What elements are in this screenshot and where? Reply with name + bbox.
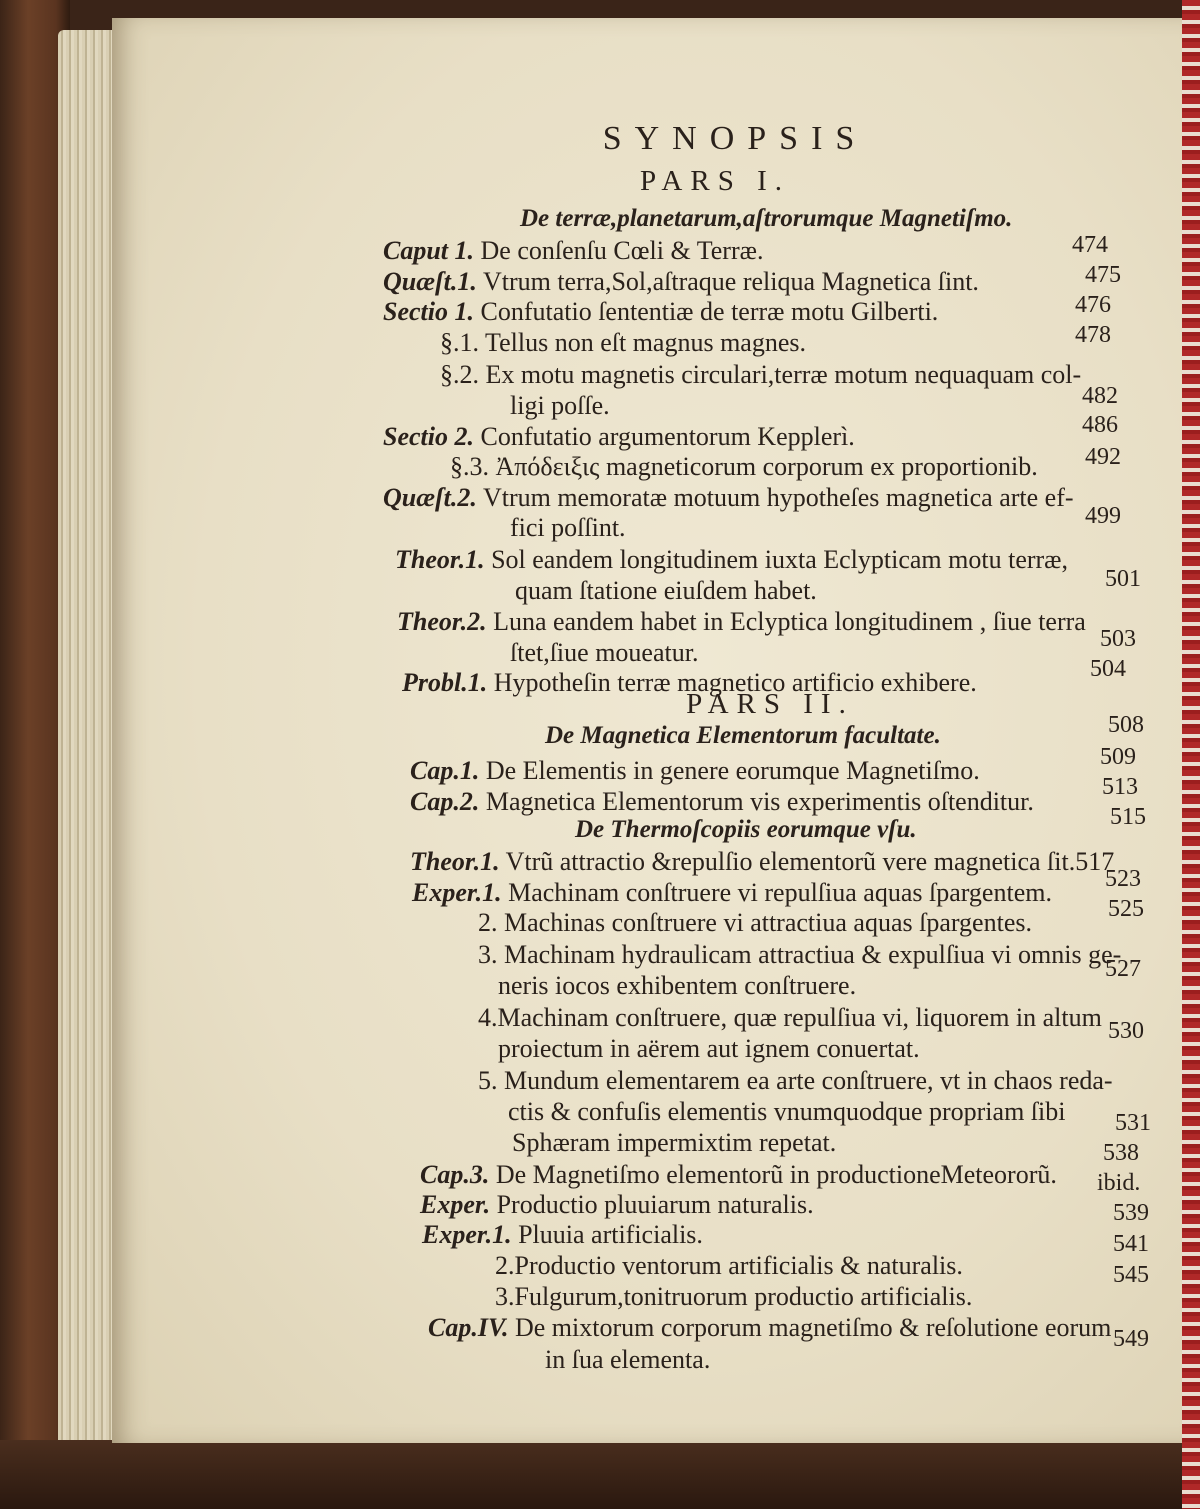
book-cover-bottom (0, 1440, 1200, 1509)
page-number: 515 (1110, 804, 1146, 830)
entry-label: Theor.1. (395, 545, 485, 574)
page-edges (58, 30, 120, 1450)
page-number: 474 (1072, 232, 1108, 258)
toc-entry (383, 267, 979, 297)
toc-entry (510, 513, 626, 543)
entry-label: Exper.1. (412, 878, 502, 907)
toc-entry (383, 236, 763, 266)
toc-entry (410, 847, 1114, 877)
entry-label: Caput 1. (383, 236, 475, 265)
entry-text: Sol eandem longitudinem iuxta Eclypticam motu terræ, (491, 545, 1069, 574)
page-number: 499 (1085, 503, 1121, 529)
page-number: 508 (1108, 712, 1144, 738)
page-number: 503 (1100, 626, 1136, 652)
page-number: 523 (1105, 866, 1141, 892)
toc-entry (478, 1066, 1113, 1096)
entry-label: Quæſt.2. (383, 483, 477, 512)
toc-entry (395, 545, 1068, 575)
toc-entry (397, 607, 1086, 637)
page-number: 513 (1102, 774, 1138, 800)
entry-text: Luna eandem habet in Eclyptica longitudinem , ſiue terra (493, 607, 1086, 636)
toc-entry (478, 908, 1032, 938)
toc-entry (422, 1220, 703, 1250)
toc-entry (440, 360, 1081, 390)
entry-text: De mixtorum corporum magnetiſmo & reſolutione eorum (514, 1313, 1112, 1342)
page-number: 525 (1108, 896, 1144, 922)
toc-entry (498, 1034, 920, 1064)
entry-text: Hypotheſin terræ magnetico artificio exhibere. (493, 668, 977, 697)
toc-entry (383, 422, 855, 452)
toc-entry (515, 576, 817, 606)
entry-label: Theor.1. (410, 847, 500, 876)
entry-text: Pluuia artificialis. (518, 1220, 703, 1249)
entry-text: Magnetica Elementorum vis experimentis oſtenditur. (485, 787, 1034, 816)
page-number: 530 (1108, 1018, 1144, 1044)
entry-text: proiectum in aërem aut ignem conuertat. (498, 1034, 920, 1063)
part-subtitle-2: De Magnetica Elementorum facultate. (545, 722, 941, 749)
page-number: 492 (1085, 444, 1121, 470)
entry-text: 3.Fulgurum,tonitruorum productio artificialis. (495, 1282, 973, 1311)
toc-entry (420, 1160, 1057, 1190)
entry-label: Quæſt.1. (383, 267, 477, 296)
page-title: SYNOPSIS (602, 120, 868, 157)
entry-text: §.2. Ex motu magnetis circulari,terræ motum nequaquam col- (440, 360, 1082, 389)
toc-entry (478, 1003, 1102, 1033)
entry-text: neris iocos exhibentem conſtruere. (498, 971, 857, 1000)
toc-entry (383, 483, 1074, 513)
entry-text: Confutatio argumentorum Kepplerì. (480, 422, 855, 451)
toc-entry (510, 391, 610, 421)
toc-entry (410, 787, 1034, 817)
entry-text: Productio pluuiarum naturalis. (496, 1190, 814, 1219)
page-number: 509 (1100, 744, 1136, 770)
entry-text: De conſenſu Cœli & Terræ. (480, 236, 764, 265)
entry-label: Cap.2. (410, 787, 480, 816)
entry-text: Machinam conſtruere vi repulſiua aquas ſpargentem. (508, 878, 1052, 907)
toc-entry (545, 1345, 710, 1375)
entry-text: 2.Productio ventorum artificialis & naturalis. (495, 1251, 963, 1280)
entry-text: 4.Machinam conſtruere, quæ repulſiua vi, liquorem in altum (478, 1003, 1102, 1032)
entry-text: De Elementis in genere eorumque Magnetiſmo. (485, 756, 980, 785)
entry-text: ligi poſſe. (510, 391, 610, 420)
entry-text: Confutatio ſententiæ de terræ motu Gilberti. (480, 297, 939, 326)
toc-entry (498, 971, 856, 1001)
page-number: 501 (1105, 566, 1141, 592)
entry-text: Vtrum memoratæ motuum hypotheſes magnetica arte ef- (482, 483, 1074, 512)
page-number: 545 (1113, 1262, 1149, 1288)
entry-label: Probl.1. (402, 668, 488, 697)
entry-text: Vtrũ attractio &repulſio elementorũ vere magnetica ſit.517 (505, 847, 1115, 876)
entry-text: 3. Machinam hydraulicam attractiua & expulſiua vi omnis ge- (478, 940, 1122, 969)
entry-text: §.1. Tellus non eſt magnus magnes. (440, 328, 806, 357)
part-subtitle-1: De terræ,planetarum,aſtrorumque Magnetiſmo. (520, 205, 1013, 232)
entry-label: Sectio 1. (383, 297, 474, 326)
page-number: 538 (1103, 1140, 1139, 1166)
entry-label: Cap.3. (420, 1160, 490, 1189)
entry-text: 5. Mundum elementarem ea arte conſtruere, vt in chaos reda- (478, 1066, 1113, 1095)
page-number: 504 (1090, 656, 1126, 682)
entry-text: in ſua elementa. (545, 1345, 711, 1374)
toc-entry (383, 297, 938, 327)
toc-entry (495, 1251, 963, 1281)
toc-entry (428, 1313, 1111, 1343)
entry-label: Exper.1. (422, 1220, 512, 1249)
section-subheading: De Thermoſcopiis eorumque vſu. (575, 816, 917, 843)
entry-text: fici poſſint. (510, 513, 626, 542)
toc-entry (512, 1128, 836, 1158)
entry-text: 2. Machinas conſtruere vi attractiua aquas ſpargentes. (478, 908, 1032, 937)
toc-entry (478, 940, 1121, 970)
facing-page-edge (1182, 0, 1200, 1509)
entry-text: ſtet,ſiue moueatur. (510, 638, 699, 667)
entry-text: De Magnetiſmo elementorũ in productioneMeteororũ. (495, 1160, 1057, 1189)
entry-text: Sphæram impermixtim repetat. (512, 1128, 837, 1157)
page-number: 475 (1085, 262, 1121, 288)
entry-label: Sectio 2. (383, 422, 474, 451)
part-heading-2: PARS II. (686, 688, 854, 720)
page-number: 476 (1075, 292, 1111, 318)
page-number: 486 (1082, 412, 1118, 438)
page-number: 478 (1075, 322, 1111, 348)
toc-entry (495, 1282, 972, 1312)
page-number: 539 (1113, 1200, 1149, 1226)
toc-entry (508, 1097, 1065, 1127)
toc-entry (412, 878, 1052, 908)
page-number: 482 (1082, 383, 1118, 409)
toc-entry (510, 638, 698, 668)
page-number: ibid. (1097, 1170, 1141, 1196)
page-number: 541 (1113, 1231, 1149, 1257)
entry-label: Exper. (420, 1190, 491, 1219)
page-number: 531 (1115, 1110, 1151, 1136)
entry-label: Theor.2. (397, 607, 487, 636)
part-heading-1: PARS I. (639, 165, 791, 197)
toc-entry (410, 756, 980, 786)
toc-entry (420, 1190, 814, 1220)
page-number: 549 (1113, 1326, 1149, 1352)
entry-label: Cap.IV. (428, 1313, 509, 1342)
entry-text: §.3. Ἀπόδειξις magneticorum corporum ex proportionib. (450, 452, 1038, 481)
toc-entry (440, 328, 806, 358)
entry-label: Cap.1. (410, 756, 480, 785)
entry-text: Vtrum terra,Sol,aſtraque reliqua Magnetica ſint. (482, 267, 979, 296)
toc-entry (450, 452, 1038, 482)
entry-text: quam ſtatione eiuſdem habet. (515, 576, 817, 605)
entry-text: ctis & confuſis elementis vnumquodque propriam ſibi (508, 1097, 1066, 1126)
page-number: 527 (1105, 956, 1141, 982)
